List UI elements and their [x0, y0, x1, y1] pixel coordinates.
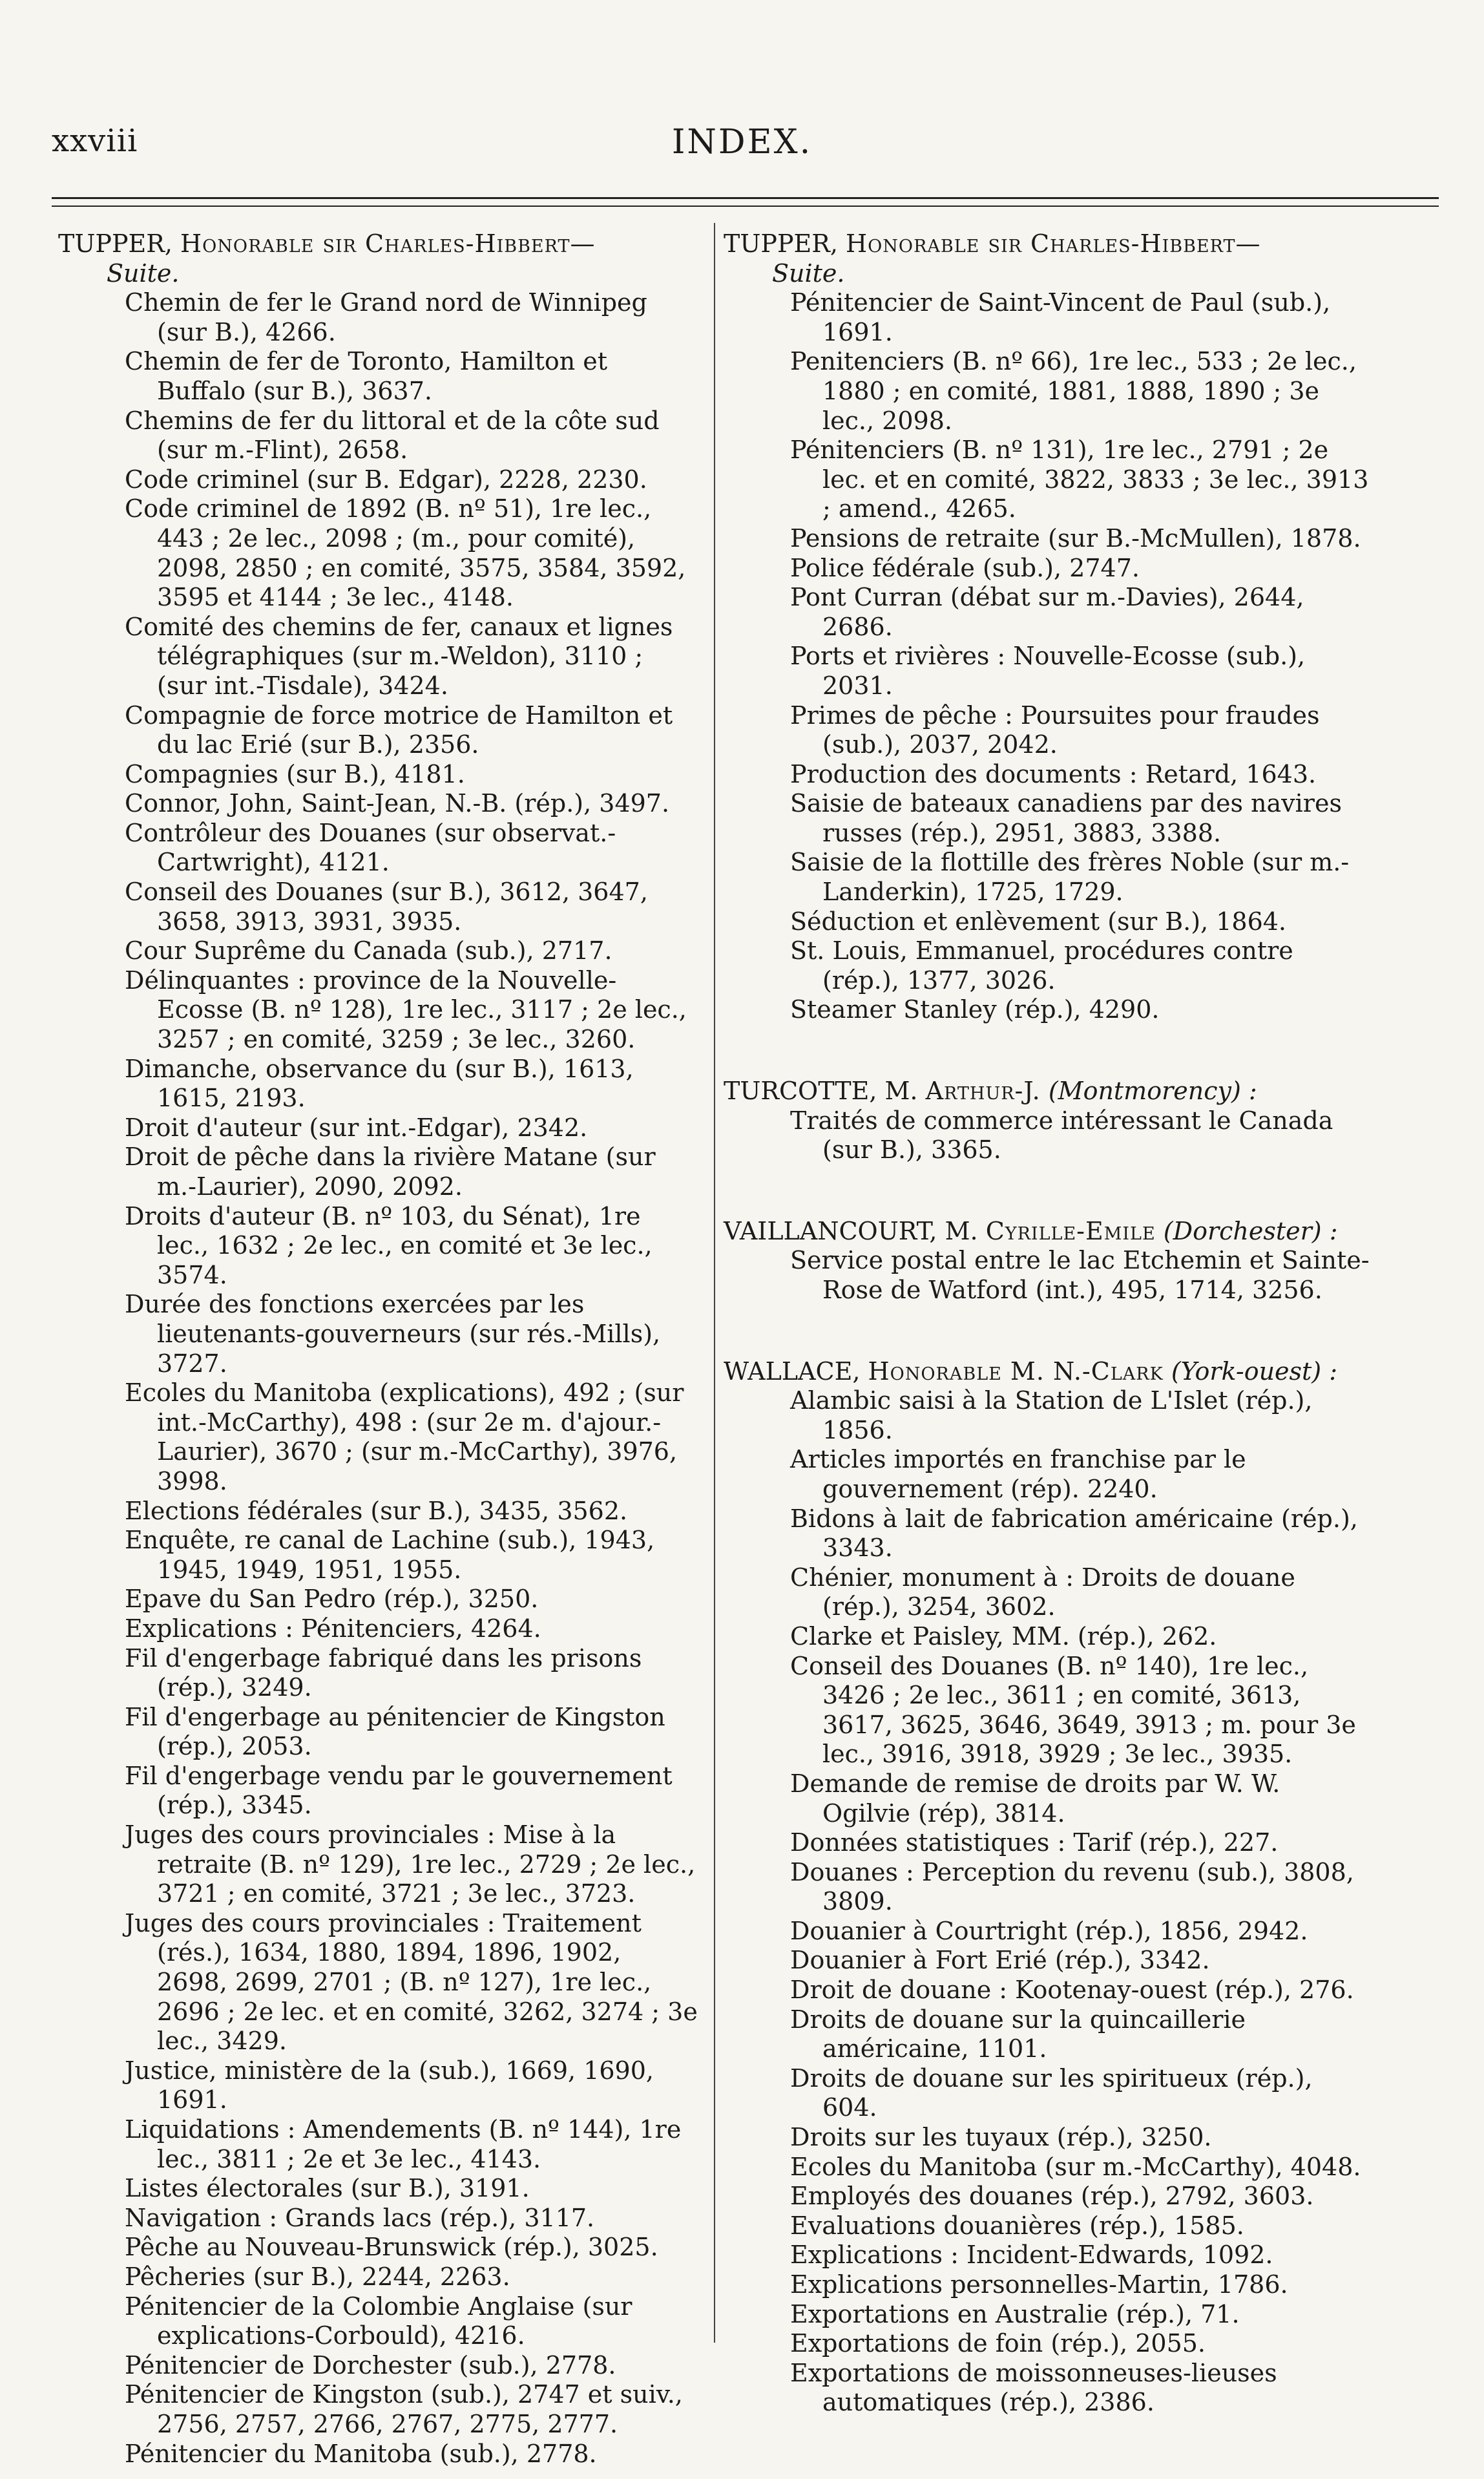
index-entry: Délinquantes : province de la Nouvelle-Ecosse (B. nº 128), 1re lec., 3117 ; 2e lec., 3257 ; en comité, 3259 ; 3e lec., 3260. [125, 965, 687, 1054]
index-entry: Exportations de foin (rép.), 2055. [790, 2329, 1206, 2358]
index-entry: Explications : Incident-Edwards, 1092. [790, 2241, 1273, 2270]
index-entry: Chemins de fer du littoral et de la côte sud (sur m.-Flint), 2658. [125, 406, 660, 465]
index-entry: Service postal entre le lac Etchemin et Sainte-Rose de Watford (int.), 495, 1714, 3256. [790, 1246, 1370, 1304]
index-entry: Ecoles du Manitoba (explications), 492 ; (sur int.-McCarthy), 498 : (sur 2e m. d'ajour.-Laurier), 3670 ; (sur m.-McCarthy), 3976, 3998. [125, 1378, 684, 1495]
entry-title: Arthur-J. [925, 1077, 1041, 1106]
index-entry: Saisie de la flottille des frères Noble (sur m.-Landerkin), 1725, 1729. [790, 848, 1350, 907]
index-entry: Epave du San Pedro (rép.), 3250. [125, 1585, 539, 1614]
index-entry: Listes électorales (sur B.), 3191. [125, 2174, 530, 2203]
index-entry: Penitenciers (B. nº 66), 1re lec., 533 ; 2e lec., 1880 ; en comité, 1881, 1888, 1890 ; 3e lec., 2098. [790, 347, 1357, 435]
index-entry: Douanes : Perception du revenu (sub.), 3808, 3809. [790, 1857, 1354, 1916]
entry-title: Honorable M. N.-Clark [868, 1356, 1164, 1386]
header-rule-bottom [52, 206, 1439, 207]
index-entry: Code criminel (sur B. Edgar), 2228, 2230. [125, 465, 647, 494]
index-entry: Douanier à Courtright (rép.), 1856, 2942. [790, 1916, 1308, 1945]
entry-title: Cyrille-Emile [985, 1216, 1156, 1245]
index-entry: Employés des douanes (rép.), 2792, 3603. [790, 2182, 1314, 2211]
index-entry: Droits d'auteur (B. nº 103, du Sénat), 1re lec., 1632 ; 2e lec., en comité et 3e lec., 3574. [125, 1201, 653, 1289]
entry-name: WALLACE, [724, 1356, 861, 1386]
index-entry: Pénitenciers (B. nº 131), 1re lec., 2791 ; 2e lec. et en comité, 3822, 3833 ; 3e lec., 3913 ; amend., 4265. [790, 436, 1369, 523]
entry-suite: Suite. [107, 258, 180, 288]
entry-name: VAILLANCOURT, M. [724, 1216, 978, 1245]
index-entry: Ports et rivières : Nouvelle-Ecosse (sub.), 2031. [790, 642, 1306, 700]
index-entry: Enquête, re canal de Lachine (sub.), 1943, 1945, 1949, 1951, 1955. [125, 1526, 655, 1584]
index-entry: Pénitencier de la Colombie Anglaise (sur explications-Corbould), 4216. [125, 2292, 632, 2350]
index-entry: Droit d'auteur (sur int.-Edgar), 2342. [125, 1113, 588, 1142]
left-column [55, 229, 698, 2469]
index-entry: Demande de remise de droits par W. W. Ogilvie (rép), 3814. [790, 1769, 1280, 1828]
entry-heading-tupper [55, 229, 698, 259]
index-entry: Comité des chemins de fer, canaux et lignes télégraphiques (sur m.-Weldon), 3110 ; (sur int.-Tisdale), 3424. [125, 612, 673, 700]
index-entry: Steamer Stanley (rép.), 4290. [790, 995, 1160, 1024]
column-divider [714, 223, 715, 2343]
right-column [720, 229, 1370, 2418]
index-entry: Droits de douane sur les spiritueux (rép.), 604. [790, 2063, 1313, 2122]
index-entry: Elections fédérales (sur B.), 3435, 3562. [125, 1496, 628, 1525]
tupper-entry-list [720, 288, 1370, 1025]
index-entry: Primes de pêche : Poursuites pour fraudes (sub.), 2037, 2042. [790, 701, 1320, 759]
entry-riding: (Montmorency) : [1048, 1077, 1257, 1106]
index-entry: Dimanche, observance du (sur B.), 1613, 1615, 2193. [125, 1054, 634, 1113]
entry-riding: (Dorchester) : [1163, 1216, 1338, 1245]
entry-heading-turcotte [720, 1077, 1370, 1106]
index-entry: Exportations en Australie (rép.), 71. [790, 2299, 1240, 2328]
index-entry: Exportations de moissonneuses-lieuses automatiques (rép.), 2386. [790, 2358, 1277, 2417]
index-entry: Justice, ministère de la (sub.), 1669, 1690, 1691. [125, 2056, 654, 2115]
header-rule-top [52, 197, 1439, 199]
index-entry: Droits sur les tuyaux (rép.), 3250. [790, 2123, 1212, 2152]
index-entry: Chénier, monument à : Droits de douane (rép.), 3254, 3602. [790, 1563, 1295, 1621]
index-entry: Fil d'engerbage vendu par le gouvernement (rép.), 3345. [125, 1761, 673, 1820]
entry-gap [720, 1165, 1370, 1217]
index-entry: Droit de douane : Kootenay-ouest (rép.), 276. [790, 1976, 1354, 2005]
index-entry: Chemin de fer le Grand nord de Winnipeg (sur B.), 4266. [125, 288, 647, 346]
index-entry: Explications personnelles-Martin, 1786. [790, 2270, 1288, 2299]
index-entry: Conseil des Douanes (sur B.), 3612, 3647, 3658, 3913, 3931, 3935. [125, 878, 648, 936]
index-entry: Durée des fonctions exercées par les lieutenants-gouverneurs (sur rés.-Mills), 3727. [125, 1290, 661, 1378]
page-title: INDEX. [671, 123, 813, 162]
index-entry: Conseil des Douanes (B. nº 140), 1re lec., 3426 ; 2e lec., 3611 ; en comité, 3613, 3617, 3625, 3646, 3649, 3913 ; m. pour 3e lec., 3916, 3918, 3929 ; 3e lec., 3935. [790, 1651, 1356, 1769]
index-entry: Bidons à lait de fabrication américaine (rép.), 3343. [790, 1504, 1358, 1563]
index-entry: Pensions de retraite (sur B.-McMullen), 1878. [790, 523, 1361, 553]
entry-suite: Suite. [772, 258, 845, 288]
page-header [0, 123, 1484, 174]
index-entry: Connor, John, Saint-Jean, N.-B. (rép.), 3497. [125, 789, 670, 818]
index-entry: Compagnies (sur B.), 4181. [125, 759, 465, 788]
entry-title: Honorable sir Charles-Hibbert— [180, 229, 596, 258]
index-entry: Droits de douane sur la quincaillerie américaine, 1101. [790, 2005, 1246, 2063]
index-entry: Droit de pêche dans la rivière Matane (sur m.-Laurier), 2090, 2092. [125, 1143, 656, 1201]
index-entry: Alambic saisi à la Station de L'Islet (rép.), 1856. [790, 1386, 1313, 1444]
entry-gap [720, 1025, 1370, 1077]
index-entry: Liquidations : Amendements (B. nº 144), 1re lec., 3811 ; 2e et 3e lec., 4143. [125, 2115, 682, 2173]
index-entry: Clarke et Paisley, MM. (rép.), 262. [790, 1621, 1217, 1651]
index-entry: Saisie de bateaux canadiens par des navires russes (rép.), 2951, 3883, 3388. [790, 789, 1342, 847]
entry-heading-tupper-cont [720, 229, 1370, 259]
index-entry: Code criminel de 1892 (B. nº 51), 1re lec., 443 ; 2e lec., 2098 ; (m., pour comité), 2098, 2850 ; en comité, 3575, 3584, 3592, 3595 et 4144 ; 3e lec., 4148. [125, 494, 686, 612]
index-entry: Pénitencier de Kingston (sub.), 2747 et suiv., 2756, 2757, 2766, 2767, 2775, 2777. [125, 2380, 683, 2438]
index-entry: Pont Curran (débat sur m.-Davies), 2644, 2686. [790, 583, 1304, 641]
index-entry: Compagnie de force motrice de Hamilton et du lac Erié (sur B.), 2356. [125, 701, 673, 759]
index-entry: Pénitencier de Saint-Vincent de Paul (sub.), 1691. [790, 288, 1331, 346]
index-entry: St. Louis, Emmanuel, procédures contre (rép.), 1377, 3026. [790, 936, 1293, 995]
entry-title: Honorable sir Charles-Hibbert— [846, 229, 1261, 258]
entry-gap [720, 1305, 1370, 1357]
index-entry: Pénitencier du Manitoba (sub.), 2778. [125, 2439, 597, 2468]
index-entry: Juges des cours provinciales : Traitement (rés.), 1634, 1880, 1894, 1896, 1902, 2698, 2699, 2701 ; (B. nº 127), 1re lec., 2696 ; 2e lec. et en comité, 3262, 3274 ; 3e lec., 3429. [125, 1908, 698, 2056]
index-entry: Cour Suprême du Canada (sub.), 2717. [125, 936, 612, 965]
index-entry: Séduction et enlèvement (sur B.), 1864. [790, 907, 1287, 936]
entry-name: TURCOTTE, M. [724, 1077, 918, 1106]
wallace-entry-list [720, 1386, 1370, 2418]
index-entry: Pêcheries (sur B.), 2244, 2263. [125, 2262, 510, 2291]
entry-name: TUPPER, [724, 229, 838, 258]
index-entry: Police fédérale (sub.), 2747. [790, 553, 1140, 582]
entry-riding: (York-ouest) : [1171, 1356, 1338, 1386]
index-entry: Production des documents : Retard, 1643. [790, 759, 1317, 788]
index-entry: Explications : Pénitenciers, 4264. [125, 1614, 541, 1643]
index-entry: Traités de commerce intéressant le Canada (sur B.), 3365. [790, 1106, 1333, 1165]
index-entry: Navigation : Grands lacs (rép.), 3117. [125, 2203, 595, 2232]
index-entry: Fil d'engerbage au pénitencier de Kingston (rép.), 2053. [125, 1702, 665, 1761]
index-entry: Juges des cours provinciales : Mise à la retraite (B. nº 129), 1re lec., 2729 ; 2e lec., 3721 ; en comité, 3721 ; 3e lec., 3723. [125, 1820, 696, 1908]
left-entry-list [55, 288, 698, 2469]
index-entry: Articles importés en franchise par le gouvernement (rép). 2240. [790, 1445, 1246, 1503]
entry-heading-wallace [720, 1357, 1370, 1387]
index-entry: Fil d'engerbage fabriqué dans les prisons (rép.), 3249. [125, 1643, 642, 1702]
entry-name: TUPPER, [58, 229, 172, 258]
index-entry: Evaluations douanières (rép.), 1585. [790, 2211, 1244, 2240]
index-entry: Données statistiques : Tarif (rép.), 227. [790, 1828, 1279, 1857]
index-entry: Douanier à Fort Erié (rép.), 3342. [790, 1946, 1210, 1975]
index-entry: Pêche au Nouveau-Brunswick (rép.), 3025. [125, 2233, 658, 2262]
vaillancourt-entry-list [720, 1246, 1370, 1305]
turcotte-entry-list [720, 1106, 1370, 1165]
page-number: xxviii [52, 123, 138, 159]
entry-heading-vaillancourt [720, 1217, 1370, 1247]
index-entry: Chemin de fer de Toronto, Hamilton et Buffalo (sur B.), 3637. [125, 347, 608, 405]
index-entry: Contrôleur des Douanes (sur observat.-Cartwright), 4121. [125, 818, 616, 877]
index-entry: Pénitencier de Dorchester (sub.), 2778. [125, 2350, 616, 2379]
index-entry: Ecoles du Manitoba (sur m.-McCarthy), 4048. [790, 2152, 1361, 2181]
